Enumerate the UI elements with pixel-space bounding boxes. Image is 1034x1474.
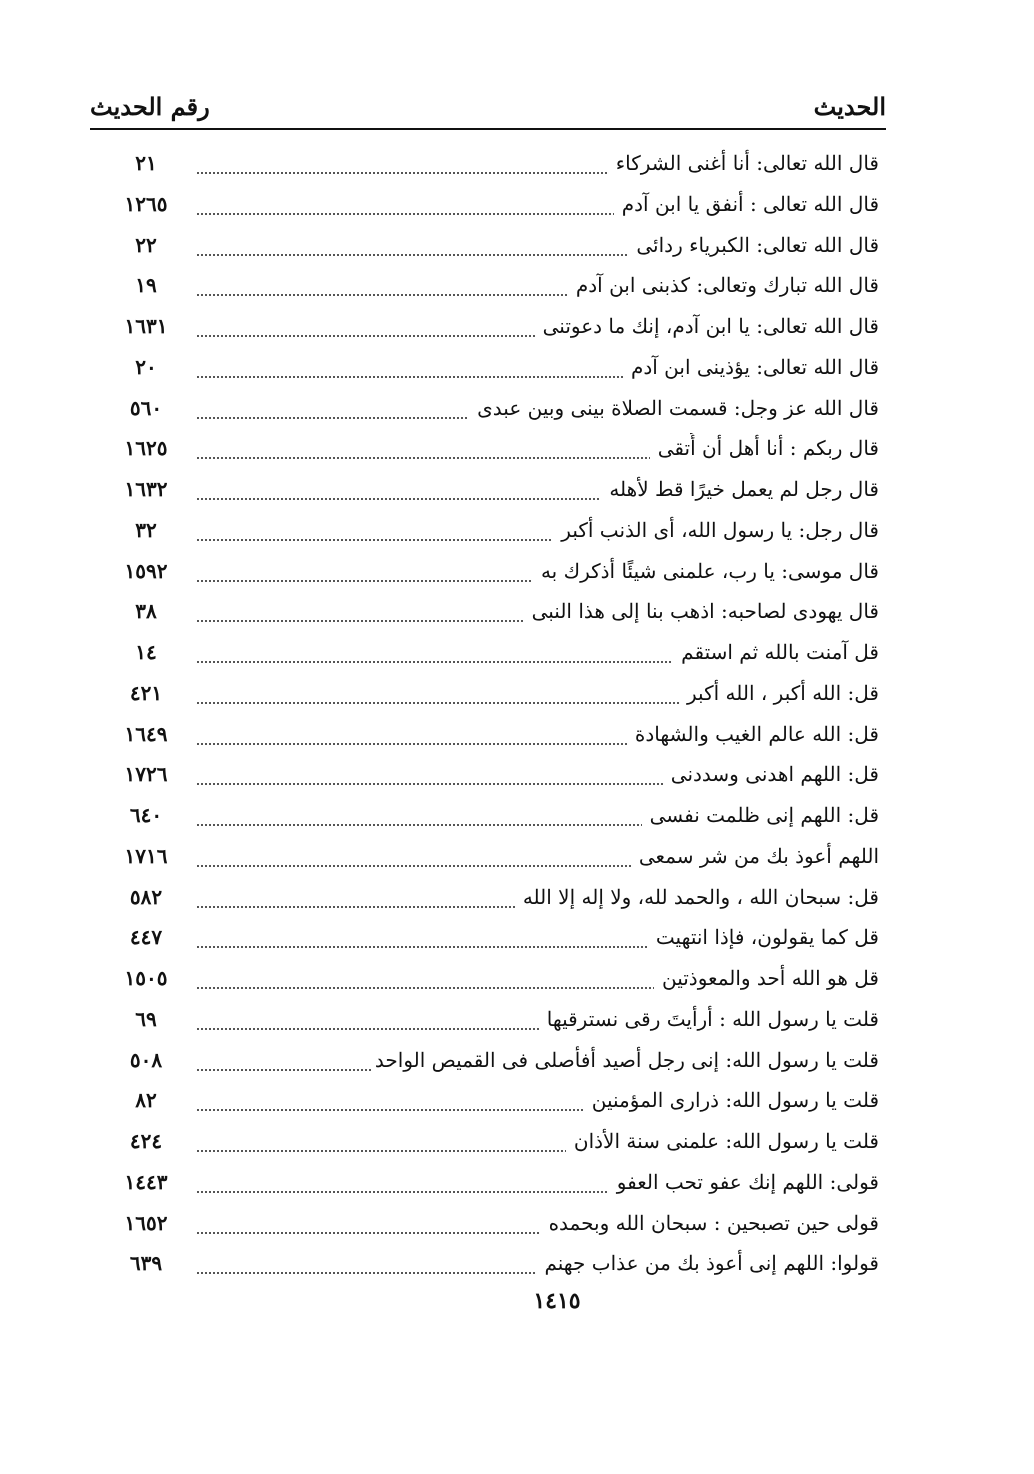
hadith-column-heading: الحديث: [813, 92, 886, 121]
hadith-text: قلت يا رسول الله: علمنى سنة الأذان: [566, 1126, 879, 1156]
hadith-text: قال موسى: يا رب، علمنى شيئًا أذكرك به: [533, 556, 879, 586]
index-row: [105, 307, 879, 348]
index-row: [105, 348, 879, 389]
hadith-text: قل: سبحان الله ، والحمد لله، ولا إله إلا الله: [515, 882, 879, 912]
hadith-number: ٦٤٠: [105, 800, 187, 830]
hadith-number: ٥٠٨: [105, 1045, 187, 1075]
hadith-number: ١٧٢٦: [105, 759, 187, 789]
hadith-number: ٤٢٤: [105, 1126, 187, 1156]
index-row: [105, 1000, 879, 1041]
hadith-text: قولى: اللهم إنك عفو تحب العفو: [609, 1167, 879, 1197]
hadith-number: ٤٤٧: [105, 922, 187, 952]
hadith-text: قل آمنت بالله ثم استقم: [673, 637, 879, 667]
hadith-number: ٥٨٢: [105, 882, 187, 912]
hadith-number: ٥٦٠: [105, 393, 187, 423]
hadith-number: ١٩: [105, 270, 187, 300]
index-row: [105, 1244, 879, 1285]
index-row: [105, 959, 879, 1000]
hadith-text: قلت يا رسول الله: إنى رجل أصيد أفأصلى فى القميص الواحد: [371, 1045, 879, 1075]
hadith-number: ١٦٤٩: [105, 719, 187, 749]
hadith-number: ٤٢١: [105, 678, 187, 708]
hadith-number: ١٦٥٢: [105, 1208, 187, 1238]
index-row: [105, 755, 879, 796]
hadith-number: ١٥٠٥: [105, 963, 187, 993]
hadith-number: ٣٢: [105, 515, 187, 545]
index-row: [105, 1163, 879, 1204]
index-row: [105, 715, 879, 756]
hadith-text: قل كما يقولون، فإذا انتهيت: [648, 922, 879, 952]
index-row: [105, 633, 879, 674]
hadith-text: قل: الله أكبر ، الله أكبر: [679, 678, 879, 708]
page-footer: [0, 1288, 1034, 1314]
hadith-text: قال الله تعالى: يا ابن آدم، إنك ما دعوتنى: [535, 311, 879, 341]
hadith-number: ٢٢: [105, 230, 187, 260]
index-row: [105, 592, 879, 633]
hadith-text: قال الله تبارك وتعالى: كذبنى ابن آدم: [568, 270, 879, 300]
hadith-text: قال الله تعالى: أنا أغنى الشركاء: [608, 148, 879, 178]
index-row: [105, 144, 879, 185]
hadith-text: قل: الله عالم الغيب والشهادة: [627, 719, 879, 749]
hadith-text: قال الله تعالى: الكبرياء ردائى: [628, 230, 879, 260]
hadith-number: ١٧١٦: [105, 841, 187, 871]
index-row: [105, 918, 879, 959]
page-header: [90, 92, 886, 130]
index-row: [105, 552, 879, 593]
hadith-number: ١٢٦٥: [105, 189, 187, 219]
index-row: [105, 185, 879, 226]
hadith-number: ٢٠: [105, 352, 187, 382]
index-row: [105, 674, 879, 715]
hadith-text: قال الله عز وجل: قسمت الصلاة بينى وبين عبدى: [469, 393, 879, 423]
hadith-number: ١٦٣١: [105, 311, 187, 341]
index-row: [105, 511, 879, 552]
hadith-number: ١٦٣٢: [105, 474, 187, 504]
hadith-number-column-heading: رقم الحديث: [90, 92, 210, 121]
hadith-index-list: [105, 144, 879, 1285]
hadith-number: ١٤: [105, 637, 187, 667]
index-row: [105, 429, 879, 470]
hadith-text: قال رجل: يا رسول الله، أى الذنب أكبر: [553, 515, 879, 545]
hadith-number: ٨٢: [105, 1085, 187, 1115]
index-row: [105, 1122, 879, 1163]
index-row: [105, 470, 879, 511]
hadith-text: قال ربكم : أنا أهل أن أُتقى: [650, 433, 879, 463]
hadith-number: ١٦٢٥: [105, 433, 187, 463]
hadith-text: قلت يا رسول الله: ذرارى المؤمنين: [584, 1085, 879, 1115]
index-row: [105, 878, 879, 919]
hadith-text: قال الله تعالى : أنفق يا ابن آدم: [614, 189, 879, 219]
hadith-number: ١٥٩٢: [105, 556, 187, 586]
hadith-text: قلت يا رسول الله : أرأيتَ رقى نسترقيها: [539, 1004, 879, 1034]
hadith-text: اللهم أعوذ بك من شر سمعى: [631, 841, 879, 871]
index-row: [105, 226, 879, 267]
hadith-number: ٦٣٩: [105, 1248, 187, 1278]
hadith-number: ٣٨: [105, 596, 187, 626]
hadith-text: قال يهودى لصاحبه: اذهب بنا إلى هذا النبى: [524, 596, 879, 626]
hadith-number: ٦٩: [105, 1004, 187, 1034]
hadith-number: ٢١: [105, 148, 187, 178]
index-row: [105, 389, 879, 430]
index-row: [105, 796, 879, 837]
index-row: [105, 1081, 879, 1122]
hadith-text: قل: اللهم إنى ظلمت نفسى: [642, 800, 879, 830]
index-row: [105, 1204, 879, 1245]
hadith-text: قل: اللهم اهدنى وسددنى: [663, 759, 879, 789]
index-row: [105, 837, 879, 878]
hadith-text: قال رجل لم يعمل خيرًا قط لأهله: [601, 474, 879, 504]
hadith-text: قولوا: اللهم إنى أعوذ بك من عذاب جهنم: [536, 1248, 879, 1278]
hadith-text: قال الله تعالى: يؤذينى ابن آدم: [623, 352, 879, 382]
hadith-text: قولى حين تصبحين : سبحان الله وبحمده: [541, 1208, 879, 1238]
page-number: ١٤١٥: [533, 1288, 581, 1314]
hadith-text: قل هو الله أحد والمعوذتين: [654, 963, 879, 993]
hadith-number: ١٤٤٣: [105, 1167, 187, 1197]
index-row: [105, 266, 879, 307]
index-row: [105, 1041, 879, 1082]
